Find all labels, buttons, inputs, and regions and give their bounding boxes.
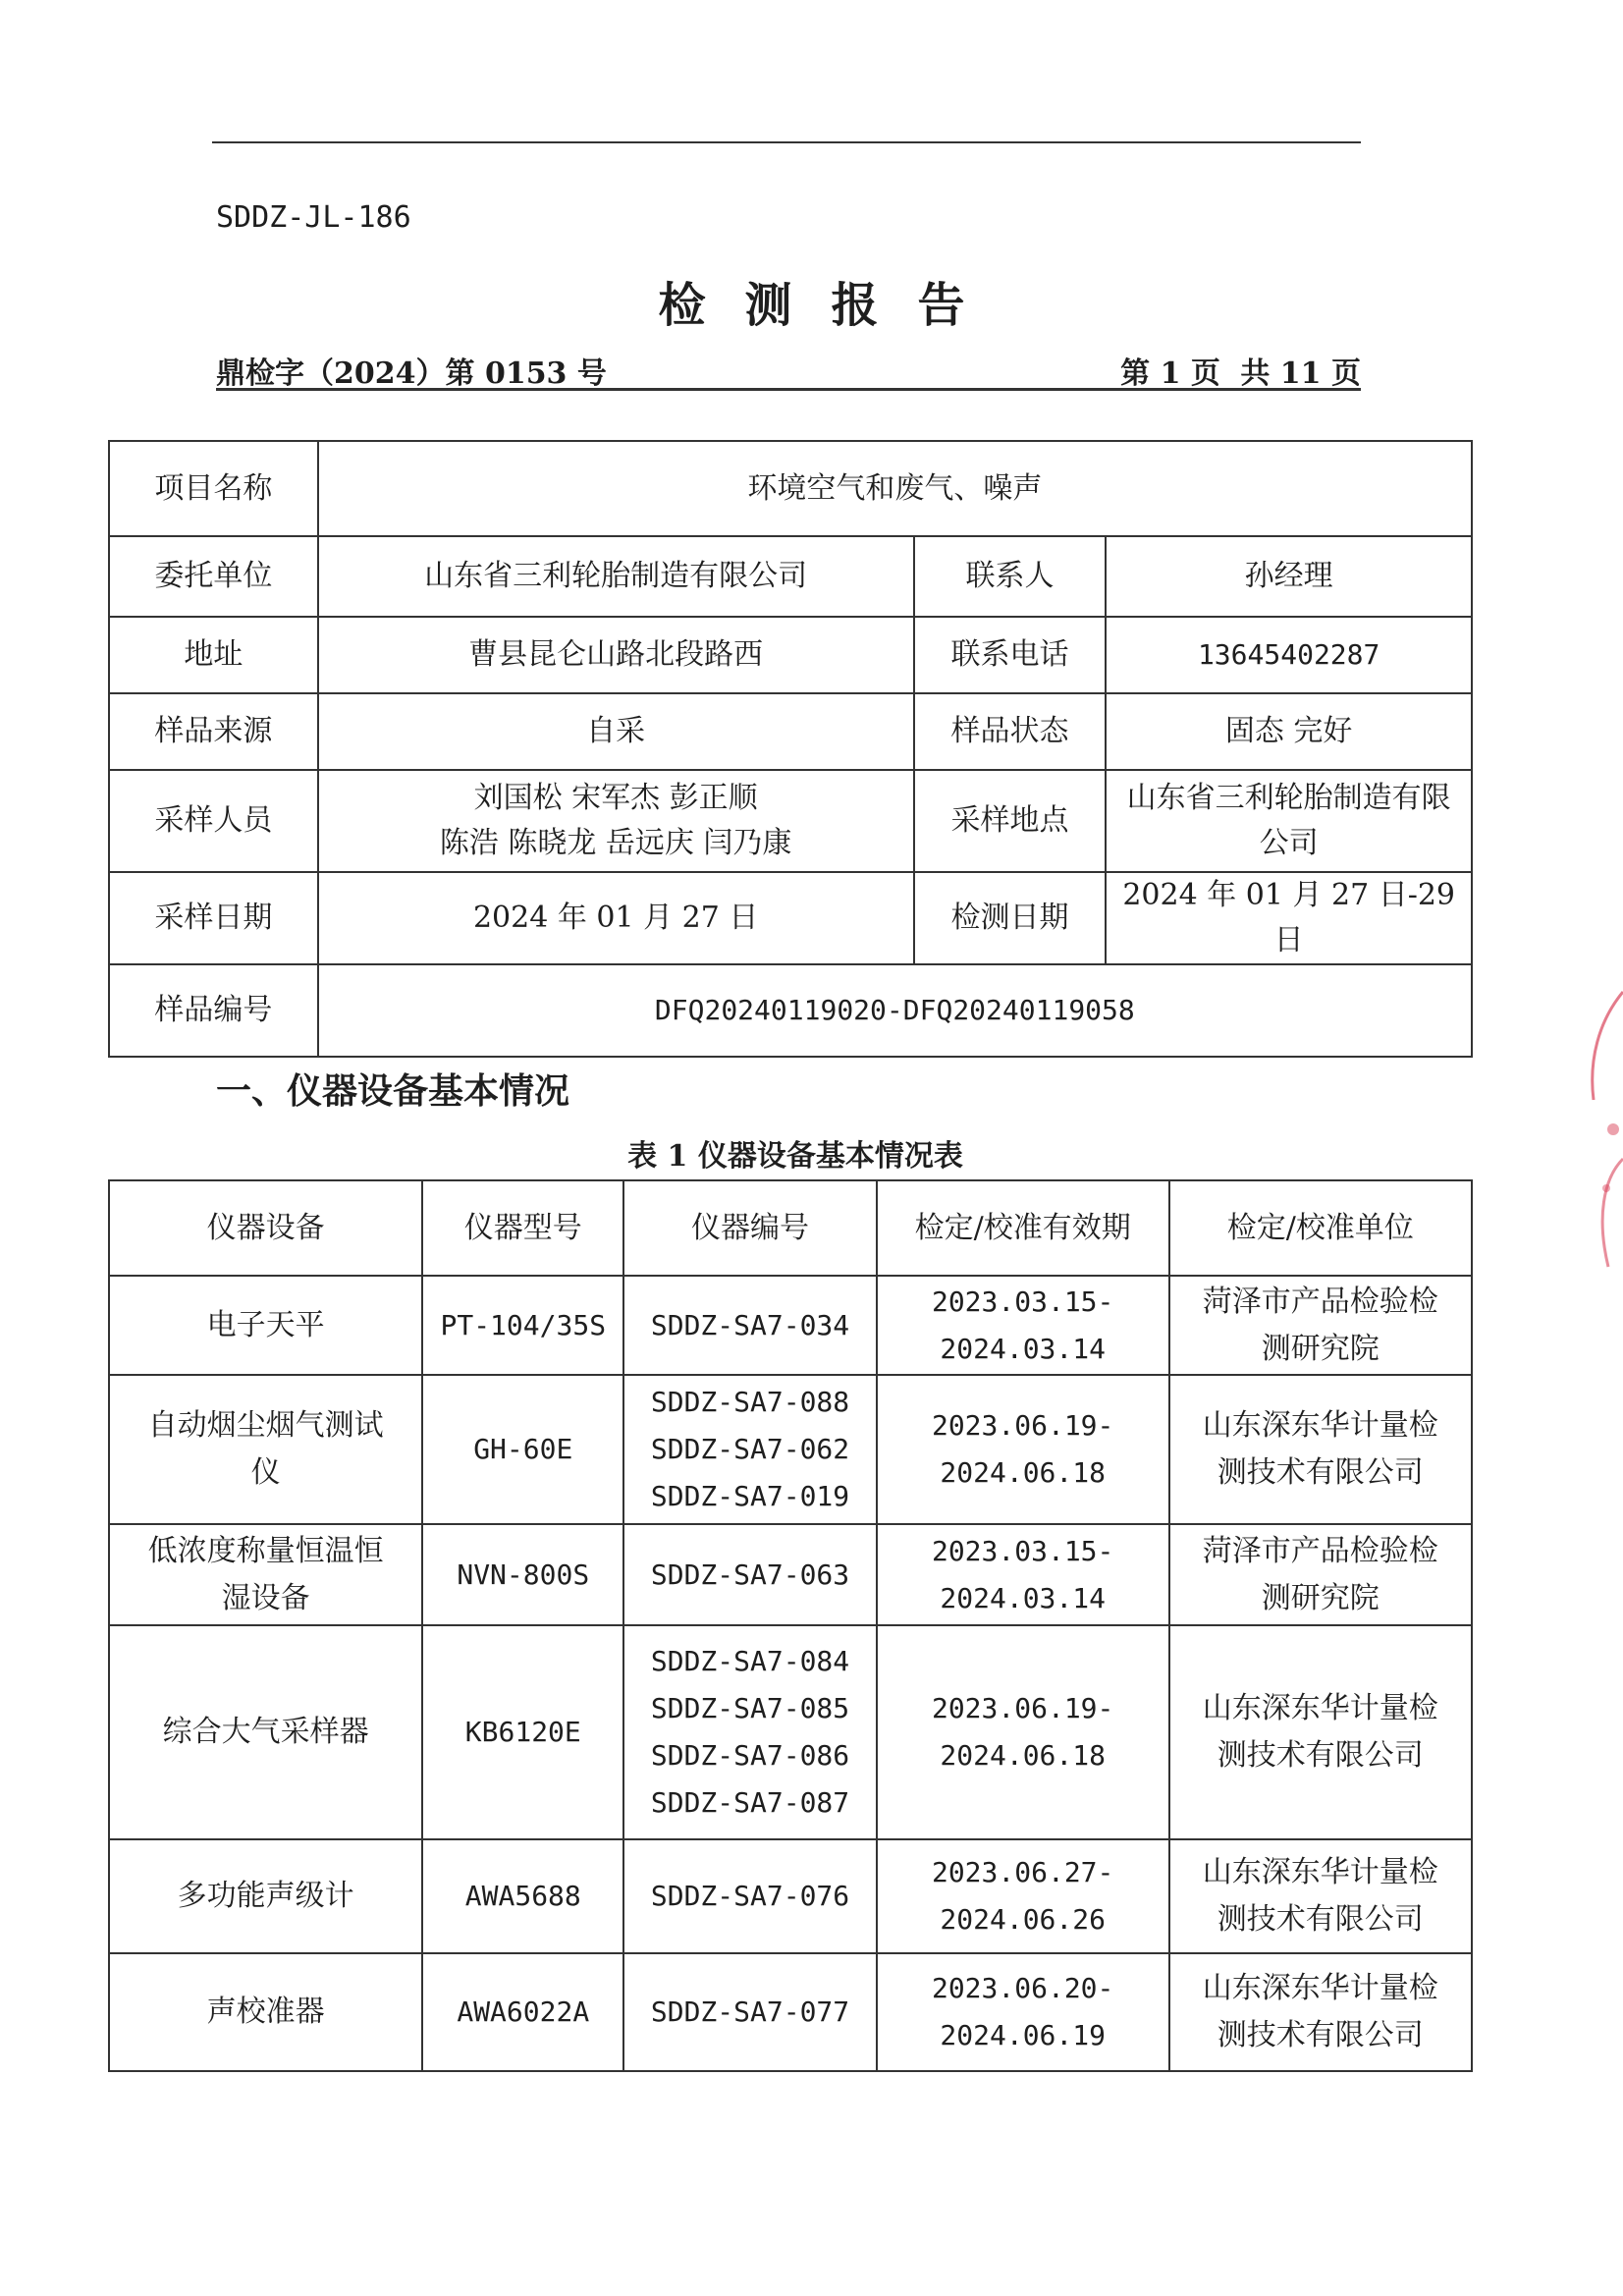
source-value: 自采 — [318, 693, 914, 770]
equipment-name — [109, 1375, 422, 1524]
calibration-unit — [1169, 1625, 1472, 1839]
address-label: 地址 — [109, 617, 318, 693]
state-value: 固态 完好 — [1106, 693, 1472, 770]
validity-period — [877, 1375, 1169, 1524]
table-row — [109, 1276, 1472, 1375]
equipment-id-list — [623, 1375, 877, 1524]
equipment-name: 多功能声级计 — [109, 1839, 422, 1953]
validity-to: 2024.06.19 — [940, 2019, 1106, 2051]
client-label: 委托单位 — [109, 536, 318, 617]
unit-line: 山东深东华计量检 — [1202, 1855, 1438, 1889]
section-heading: 一、仪器设备基本情况 — [216, 1070, 570, 1112]
validity-from: 2023.06.27- — [931, 1856, 1114, 1888]
equipment-model: NVN-800S — [422, 1524, 623, 1625]
equipment-id: SDDZ-SA7-086 — [650, 1739, 850, 1772]
validity-to: 2024.06.18 — [940, 1739, 1106, 1772]
client-value: 山东省三利轮胎制造有限公司 — [318, 536, 914, 617]
page-count — [1110, 349, 1361, 392]
name-line: 湿设备 — [221, 1580, 310, 1615]
column-header: 检定/校准单位 — [1169, 1180, 1472, 1276]
project-value: 环境空气和废气、噪声 — [318, 441, 1472, 536]
calibration-unit — [1169, 1839, 1472, 1953]
unit-line: 山东深东华计量检 — [1202, 1691, 1438, 1725]
table-row — [109, 1625, 1472, 1839]
equipment-id: SDDZ-SA7-062 — [650, 1433, 850, 1465]
validity-period — [877, 1625, 1169, 1839]
location-value: 山东省三利轮胎制造有限公司 — [1106, 770, 1472, 872]
table-row — [109, 441, 1472, 536]
table-row — [109, 964, 1472, 1057]
name-line: 自动烟尘烟气测试 — [147, 1408, 384, 1443]
calibration-unit — [1169, 1953, 1472, 2071]
info-table — [108, 440, 1473, 1058]
validity-to: 2024.06.26 — [940, 1903, 1106, 1936]
equipment-model: KB6120E — [422, 1625, 623, 1839]
equipment-name: 电子天平 — [109, 1276, 422, 1375]
table-row — [109, 693, 1472, 770]
unit-line: 测研究院 — [1261, 1331, 1380, 1366]
project-label: 项目名称 — [109, 441, 318, 536]
calibration-unit — [1169, 1276, 1472, 1375]
validity-period — [877, 1276, 1169, 1375]
unit-line: 测技术有限公司 — [1217, 1455, 1424, 1490]
validity-from: 2023.06.19- — [931, 1409, 1114, 1442]
phone-value: 13645402287 — [1106, 617, 1472, 693]
seal-stamp-fragment — [1569, 982, 1623, 1277]
table-caption: 表 1 仪器设备基本情况表 — [627, 1139, 963, 1174]
page-title: 检测报告 — [658, 278, 1004, 333]
table-row — [109, 617, 1472, 693]
sample-date-label: 采样日期 — [109, 872, 318, 964]
equipment-model: AWA6022A — [422, 1953, 623, 2071]
top-rule — [212, 141, 1361, 143]
table-row — [109, 770, 1472, 872]
calibration-unit — [1169, 1524, 1472, 1625]
column-header: 检定/校准有效期 — [877, 1180, 1169, 1276]
equipment-id: SDDZ-SA7-063 — [623, 1524, 877, 1625]
unit-line: 测技术有限公司 — [1217, 2018, 1424, 2052]
unit-line: 测研究院 — [1261, 1580, 1380, 1615]
equipment-model: PT-104/35S — [422, 1276, 623, 1375]
equipment-id-list — [623, 1625, 877, 1839]
unit-line: 测技术有限公司 — [1217, 1902, 1424, 1937]
table-row — [109, 872, 1472, 964]
validity-period — [877, 1953, 1169, 2071]
address-value: 曹县昆仑山路北段路西 — [318, 617, 914, 693]
equipment-model: GH-60E — [422, 1375, 623, 1524]
equipment-id: SDDZ-SA7-084 — [650, 1645, 850, 1677]
sampler-line: 刘国松 宋军杰 彭正顺 — [473, 781, 758, 815]
validity-from: 2023.03.15- — [931, 1285, 1114, 1318]
validity-to: 2024.06.18 — [940, 1456, 1106, 1489]
table-header-row — [109, 1180, 1472, 1276]
name-line: 仪 — [250, 1455, 281, 1490]
validity-period — [877, 1524, 1169, 1625]
equipment-name: 综合大气采样器 — [109, 1625, 422, 1839]
validity-to: 2024.03.14 — [940, 1581, 1106, 1614]
equipment-model: AWA5688 — [422, 1839, 623, 1953]
table-row — [109, 1375, 1472, 1524]
equipment-id: SDDZ-SA7-077 — [623, 1953, 877, 2071]
doc-code: SDDZ-JL-186 — [216, 200, 411, 235]
report-number-line — [216, 349, 1361, 391]
equipment-id: SDDZ-SA7-087 — [650, 1786, 850, 1819]
unit-line: 山东深东华计量检 — [1202, 1408, 1438, 1443]
report-number: 鼎检字（2024）第 0153 号 — [216, 356, 607, 391]
total-pages: 共 11 页 — [1240, 356, 1361, 391]
column-header: 仪器编号 — [623, 1180, 877, 1276]
equipment-id: SDDZ-SA7-019 — [650, 1480, 850, 1512]
equipment-id: SDDZ-SA7-076 — [623, 1839, 877, 1953]
validity-to: 2024.03.14 — [940, 1332, 1106, 1365]
table-row — [109, 1524, 1472, 1625]
contact-label: 联系人 — [914, 536, 1107, 617]
validity-from: 2023.06.20- — [931, 1972, 1114, 2004]
equipment-id: SDDZ-SA7-085 — [650, 1692, 850, 1724]
equipment-id: SDDZ-SA7-088 — [650, 1386, 850, 1418]
unit-line: 山东深东华计量检 — [1202, 1971, 1438, 2005]
validity-from: 2023.06.19- — [931, 1692, 1114, 1724]
phone-label: 联系电话 — [914, 617, 1107, 693]
sampler-value — [318, 770, 914, 872]
unit-line: 菏泽市产品检验检 — [1202, 1284, 1438, 1319]
equipment-name: 声校准器 — [109, 1953, 422, 2071]
calibration-unit — [1169, 1375, 1472, 1524]
unit-line: 测技术有限公司 — [1217, 1738, 1424, 1773]
validity-from: 2023.03.15- — [931, 1534, 1114, 1567]
state-label: 样品状态 — [914, 693, 1107, 770]
test-date-label: 检测日期 — [914, 872, 1107, 964]
equipment-table — [108, 1179, 1473, 2072]
validity-period — [877, 1839, 1169, 1953]
sample-no-label: 样品编号 — [109, 964, 318, 1057]
table-row — [109, 1953, 1472, 2071]
sampler-label: 采样人员 — [109, 770, 318, 872]
source-label: 样品来源 — [109, 693, 318, 770]
column-header: 仪器设备 — [109, 1180, 422, 1276]
equipment-name — [109, 1524, 422, 1625]
sample-no-value: DFQ20240119020-DFQ20240119058 — [318, 964, 1472, 1057]
table-row — [109, 1839, 1472, 1953]
equipment-id: SDDZ-SA7-034 — [623, 1276, 877, 1375]
table-row — [109, 536, 1472, 617]
contact-value: 孙经理 — [1106, 536, 1472, 617]
sampler-line: 陈浩 陈晓龙 岳远庆 闫乃康 — [439, 826, 792, 860]
sample-date-value: 2024 年 01 月 27 日 — [318, 872, 914, 964]
location-label: 采样地点 — [914, 770, 1107, 872]
name-line: 低浓度称量恒温恒 — [147, 1533, 384, 1568]
unit-line: 菏泽市产品检验检 — [1202, 1533, 1438, 1568]
column-header: 仪器型号 — [422, 1180, 623, 1276]
test-date-value: 2024 年 01 月 27 日-29 日 — [1106, 872, 1472, 964]
page-number: 第 1 页 — [1120, 356, 1220, 391]
